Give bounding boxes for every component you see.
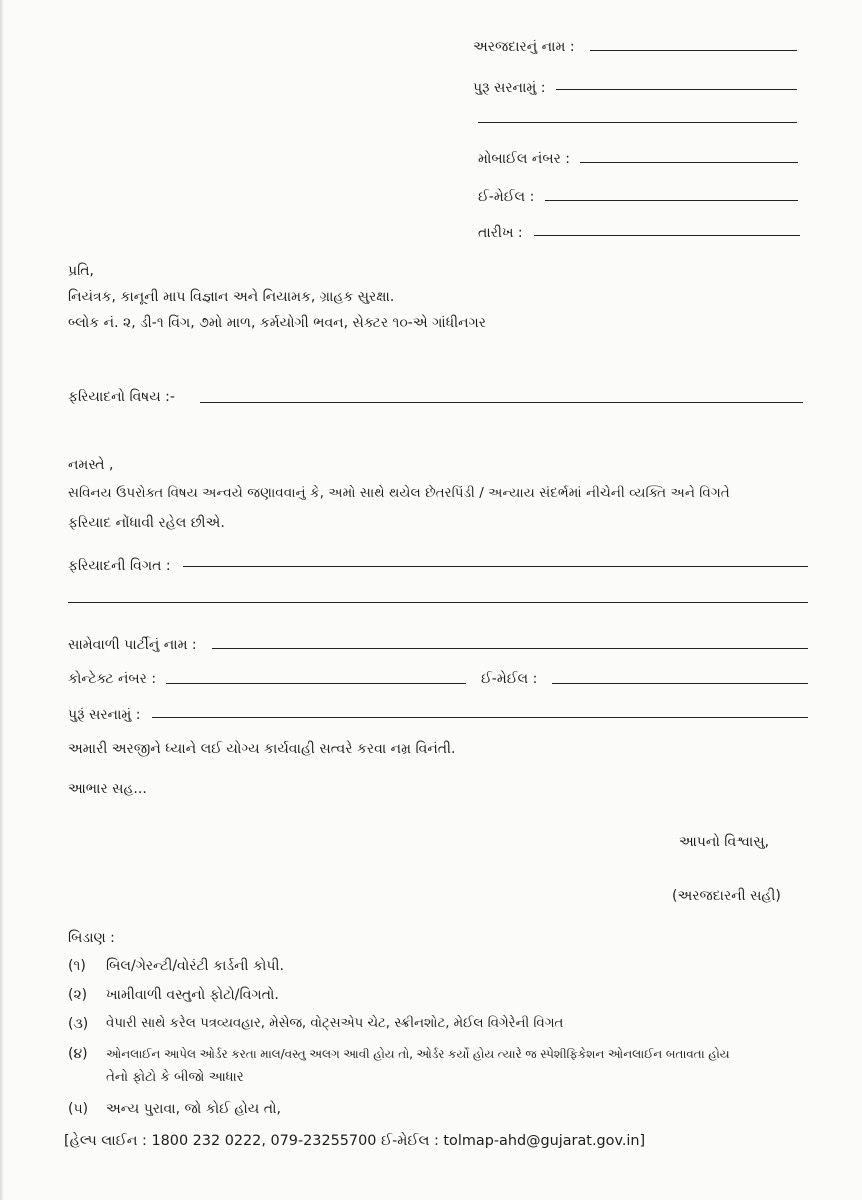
opponent-contact-label: કોન્ટેક્ટ નંબર : bbox=[68, 671, 157, 687]
recipient-line1: નિયંત્રક, કાનૂની માપ વિજ્ઞાન અને નિયામક, ગ્રાહક સુરક્ષા. bbox=[68, 289, 395, 305]
opponent-name-label: સામેવાળી પાર્ટીનું નામ : bbox=[68, 637, 197, 653]
recipient-prati: પ્રતિ, bbox=[68, 263, 94, 279]
attachment-text: અન્ય પુરાવા, જો કોઈ હોય તો, bbox=[106, 1101, 281, 1117]
opponent-email-field[interactable] bbox=[552, 683, 808, 684]
request-text: અમારી અરજીને ધ્યાને લઈ યોગ્ય કાર્યવાહી સત્વરે કરવા નમ્ર વિનંતી. bbox=[68, 741, 456, 757]
attachment-num: (૩) bbox=[68, 1016, 89, 1032]
opponent-contact-field[interactable] bbox=[166, 683, 466, 684]
helpline-text: [હેલ્પ લાઈન : 1800 232 0222, 079-23255700 ઈ-મેઈલ : tolmap-ahd@gujarat.gov.in] bbox=[64, 1133, 646, 1149]
applicant-address-label: પુરૂ સરનામું : bbox=[473, 80, 546, 96]
recipient-line2: બ્લોક નં. ૨, ડી-૧ વિંગ, ૭મો માળ, કર્મયોગી ભવન, સેક્ટર ૧૦-એ ગાંધીનગર bbox=[68, 315, 487, 331]
applicant-name-field[interactable] bbox=[590, 50, 797, 51]
applicant-date-label: તારીખ : bbox=[478, 225, 523, 241]
complaint-details-label: ફરિયાદની વિગત : bbox=[68, 558, 171, 574]
attachment-text-continued: તેનો ફોટો કે બીજો આધાર bbox=[106, 1070, 244, 1085]
opponent-address-field[interactable] bbox=[152, 717, 808, 718]
greeting: નમસ્તે , bbox=[68, 457, 114, 473]
opponent-name-field[interactable] bbox=[212, 648, 808, 649]
attachment-num: (૪) bbox=[68, 1046, 88, 1062]
page-edge-shadow bbox=[0, 0, 4, 1200]
subject-field[interactable] bbox=[200, 402, 803, 403]
applicant-email-label: ઈ-મેઈલ : bbox=[478, 189, 535, 205]
attachment-text: બિલ/ગેરન્ટી/વોરંટી કાર્ડની કોપી. bbox=[106, 958, 284, 974]
subject-label: ફરિયાદનો વિષય :- bbox=[68, 389, 175, 405]
body-paragraph-line1: સવિનય ઉપરોક્ત વિષય અન્વયે જણાવવાનું કે, અમો સાથે થયેલ છેતરપિંડી / અન્યાય સંદર્ભમાં નીચેની વ્યક્તિ અને વિગતે bbox=[68, 485, 730, 501]
signature-text: (અરજદારની સહી) bbox=[672, 888, 781, 904]
applicant-date-field[interactable] bbox=[534, 235, 800, 236]
attachment-num: (૨) bbox=[68, 987, 88, 1003]
applicant-address-field-2[interactable] bbox=[478, 122, 797, 123]
complaint-details-field[interactable] bbox=[183, 566, 808, 567]
attachment-text: ઓનલાઈન આપેલ ઓર્ડર કરતા માલ/વસ્તુ અલગ આવી હોય તો, ઓર્ડર કર્યો હોય ત્યારે જ સ્પેશીફિકેશન ઓનલાઈન બતાવતા હોય bbox=[106, 1047, 730, 1061]
closing-text: આપનો વિશ્વાસુ, bbox=[679, 834, 770, 850]
opponent-email-label: ઈ-મેઈલ : bbox=[481, 671, 538, 687]
applicant-address-field[interactable] bbox=[556, 89, 797, 90]
applicant-name-label: અરજદારનું નામ : bbox=[473, 39, 575, 55]
attachment-num: (૫) bbox=[68, 1101, 89, 1117]
attachment-text: ખામીવાળી વસ્તુનો ફોટો/વિગતો. bbox=[106, 987, 279, 1003]
applicant-mobile-field[interactable] bbox=[580, 162, 798, 163]
thanks-text: આભાર સહ... bbox=[68, 781, 147, 797]
attachment-num: (૧) bbox=[68, 958, 86, 974]
applicant-email-field[interactable] bbox=[545, 200, 798, 201]
attachment-text: વેપારી સાથે કરેલ પત્રવ્યવહાર, મેસેજ, વોટ્સએપ ચેટ, સ્ક્રીનશોટ, મેઈલ વિગેરેની વિગત bbox=[106, 1016, 564, 1031]
body-paragraph-line2: ફરિયાદ નોંધાવી રહેલ છીએ. bbox=[68, 515, 225, 531]
attachments-title: બિડાણ : bbox=[68, 930, 115, 946]
complaint-details-field-2[interactable] bbox=[68, 602, 808, 603]
applicant-mobile-label: મોબાઈલ નંબર : bbox=[478, 151, 570, 167]
opponent-address-label: પુરૂં સરનામું : bbox=[68, 707, 141, 723]
